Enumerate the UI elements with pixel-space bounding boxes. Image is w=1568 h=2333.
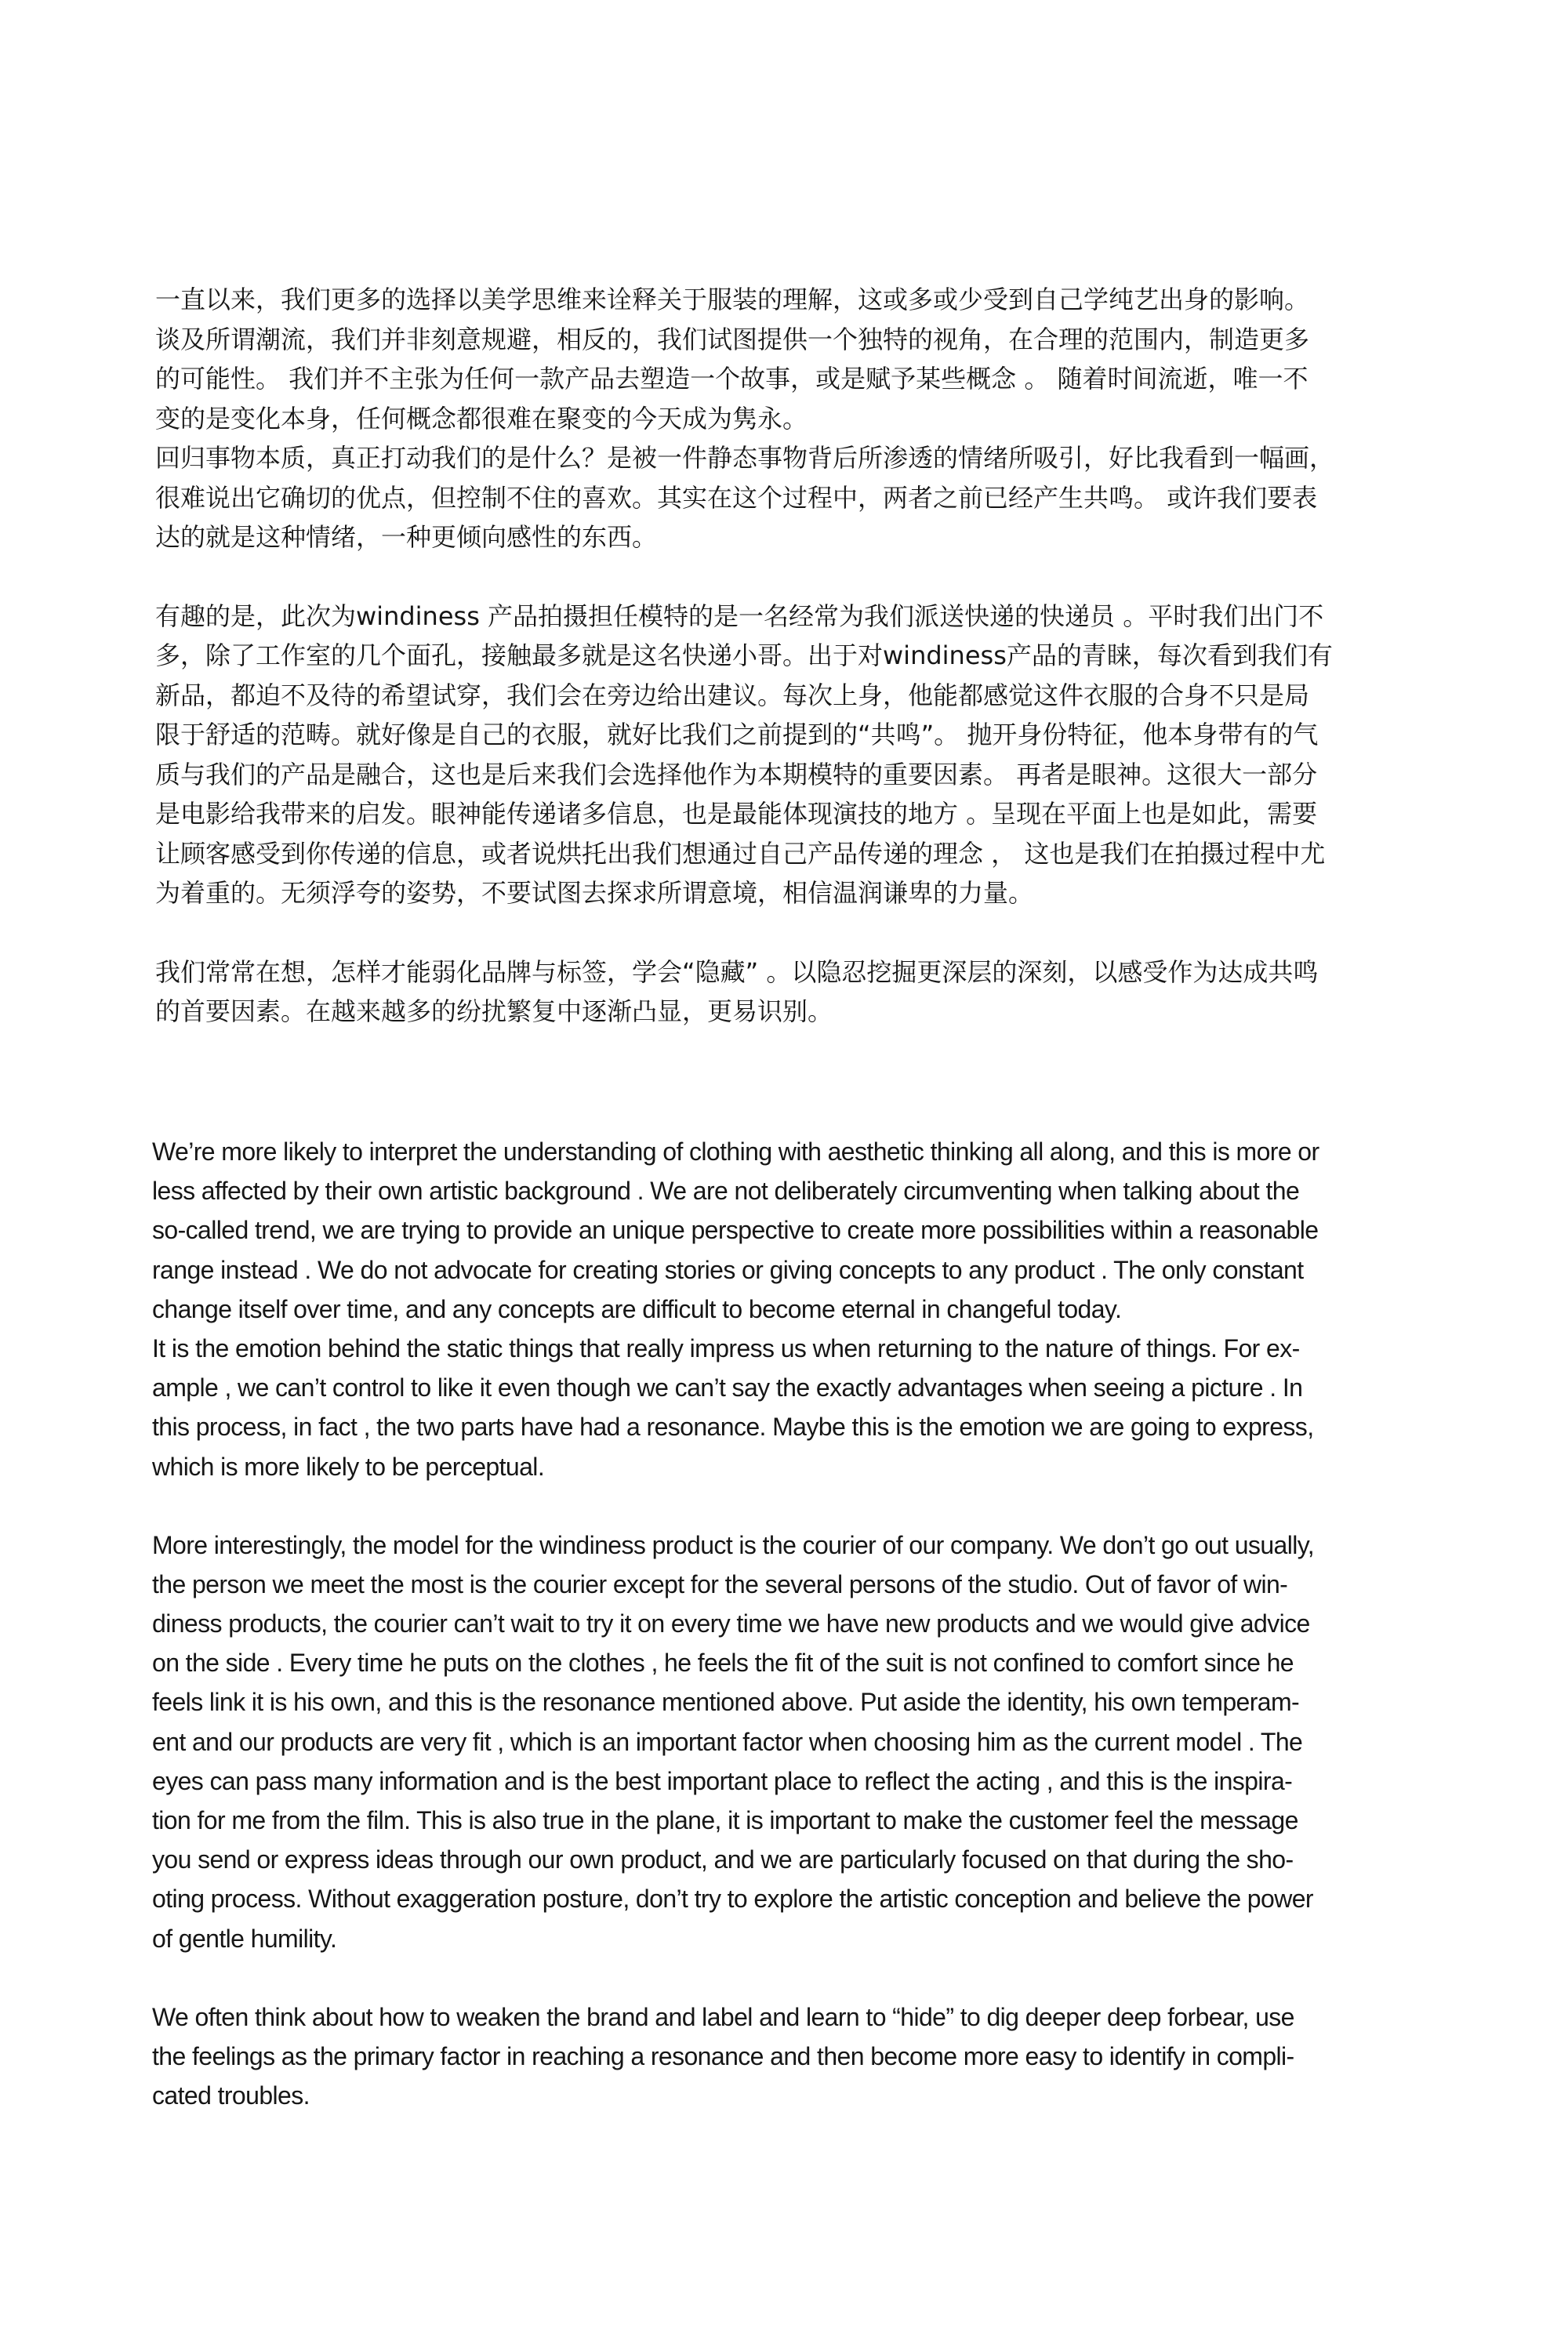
paragraph-gap — [152, 1486, 1454, 1526]
text-line: 限于舒适的范畴。就好像是自己的衣服，就好比我们之前提到的“共鸣”。 抛开身份特征，他本身带有的气 — [155, 720, 1319, 749]
text-line: of gentle humility. — [152, 1924, 337, 1953]
text-line: We’re more likely to interpret the understanding of clothing with aesthetic thinking all along, and this is more or — [152, 1137, 1319, 1166]
text-line: so-called trend, we are trying to provide an unique perspective to create more possibilities within a reasonable — [152, 1216, 1319, 1245]
english-paragraph-3 — [152, 1997, 1454, 2116]
text-line: 的首要因素。在越来越多的纷扰繁复中逐渐凸显，更易识别。 — [155, 996, 833, 1026]
text-line: 为着重的。无须浮夸的姿势，不要试图去探求所谓意境，相信温润谦卑的力量。 — [155, 878, 1034, 908]
text-line: ample , we can’t control to like it even though we can’t say the exactly advantages when seeing a picture . In — [152, 1373, 1303, 1402]
text-line: feels link it is his own, and this is the resonance mentioned above. Put aside the identity, his own temperam- — [152, 1688, 1300, 1717]
english-paragraph-1 — [152, 1132, 1454, 1486]
text-line: which is more likely to be perceptual. — [152, 1452, 545, 1481]
text-line: this process, in fact , the two parts have had a resonance. Maybe this is the emotion we are going to express, — [152, 1413, 1314, 1442]
text-line: ent and our products are very fit , which is an important factor when choosing him as the current model . The — [152, 1727, 1303, 1756]
text-line: 有趣的是，此次为windiness 产品拍摄担任模特的是一名经常为我们派送快递的快递员 。平时我们出门不 — [155, 600, 1324, 631]
text-line: diness products, the courier can’t wait to try it on every time we have new products and we would give advice — [152, 1609, 1310, 1638]
text-line: the person we meet the most is the courier except for the several persons of the studio. Out of favor of win- — [152, 1569, 1288, 1598]
text-line: oting process. Without exaggeration posture, don’t try to explore the artistic conception and believe the power — [152, 1885, 1313, 1914]
paragraph-gap — [155, 913, 1441, 952]
text-line: range instead . We do not advocate for creating stories or giving concepts to any product . The only constant — [152, 1255, 1304, 1284]
text-line: 质与我们的产品是融合，这也是后来我们会选择他作为本期模特的重要因素。 再者是眼神。这很大一部分 — [155, 759, 1318, 789]
paragraph-gap — [152, 1958, 1454, 1997]
text-line: 回归事物本质，真正打动我们的是什么？是被一件静态事物背后所渗透的情绪所吸引，好比我看到一幅画， — [155, 443, 1335, 473]
english-paragraph-2 — [152, 1526, 1454, 1958]
text-line: you send or express ideas through our own product, and we are particularly focused on that during the sho- — [152, 1845, 1294, 1874]
text-line: 变的是变化本身，任何概念都很难在聚变的今天成为隽永。 — [155, 403, 808, 434]
text-line: eyes can pass many information and is the best important place to reflect the acting , and this is the inspira- — [152, 1766, 1293, 1795]
text-line: 是电影给我带来的启发。眼神能传递诸多信息，也是最能体现演技的地方 。呈现在平面上也是如此，需要 — [155, 799, 1318, 829]
chinese-text-section — [155, 280, 1441, 1032]
text-line: change itself over time, and any concepts are difficult to become eternal in changeful today. — [152, 1294, 1122, 1323]
text-line: 我们常常在想，怎样才能弱化品牌与标签，学会“隐藏” 。以隐忍挖掘更深层的深刻，以感受作为达成共鸣 — [155, 956, 1319, 987]
paragraph-gap — [155, 557, 1441, 597]
chinese-paragraph-3 — [155, 952, 1441, 1032]
chinese-paragraph-2 — [155, 597, 1441, 913]
text-line: less affected by their own artistic background . We are not deliberately circumventing when talking about the — [152, 1177, 1300, 1206]
text-line: cated troubles. — [152, 2081, 310, 2110]
text-line: 多，除了工作室的几个面孔，接触最多就是这名快递小哥。出于对windiness产品的青睐，每次看到我们有 — [155, 640, 1333, 670]
text-line: 新品，都迫不及待的希望试穿，我们会在旁边给出建议。每次上身，他能都感觉这件衣服的合身不只是局 — [155, 680, 1310, 710]
text-line: It is the emotion behind the static things that really impress us when returning to the nature of things. For ex- — [152, 1333, 1300, 1362]
text-line: 谈及所谓潮流，我们并非刻意规避，相反的，我们试图提供一个独特的视角，在合理的范围内，制造更多 — [155, 324, 1310, 354]
text-line: the feelings as the primary factor in reaching a resonance and then become more easy to identify in compli- — [152, 2041, 1294, 2070]
text-line: 达的就是这种情绪，一种更倾向感性的东西。 — [155, 522, 658, 552]
text-line: 让顾客感受到你传递的信息，或者说烘托出我们想通过自己产品传递的理念 ， 这也是我们在拍摄过程中尤 — [155, 838, 1326, 869]
chinese-paragraph-1 — [155, 280, 1441, 557]
text-line: 很难说出它确切的优点，但控制不住的喜欢。其实在这个过程中，两者之前已经产生共鸣。 或许我们要表 — [155, 482, 1318, 513]
text-line: 一直以来，我们更多的选择以美学思维来诠释关于服装的理解，这或多或少受到自己学纯艺出身的影响。 — [155, 285, 1310, 314]
english-text-section — [152, 1132, 1454, 2115]
text-line: tion for me from the film. This is also true in the plane, it is important to make the customer feel the message — [152, 1806, 1298, 1834]
text-line: 的可能性。 我们并不主张为任何一款产品去塑造一个故事，或是赋予某些概念 。 随着时间流逝，唯一不 — [155, 364, 1308, 394]
text-line: on the side . Every time he puts on the clothes , he feels the fit of the suit is not confined to comfort since he — [152, 1649, 1294, 1678]
text-line: We often think about how to weaken the brand and label and learn to “hide” to dig deeper deep forbear, use — [152, 2002, 1294, 2031]
text-line: More interestingly, the model for the windiness product is the courier of our company. We don’t go out usually, — [152, 1530, 1315, 1559]
